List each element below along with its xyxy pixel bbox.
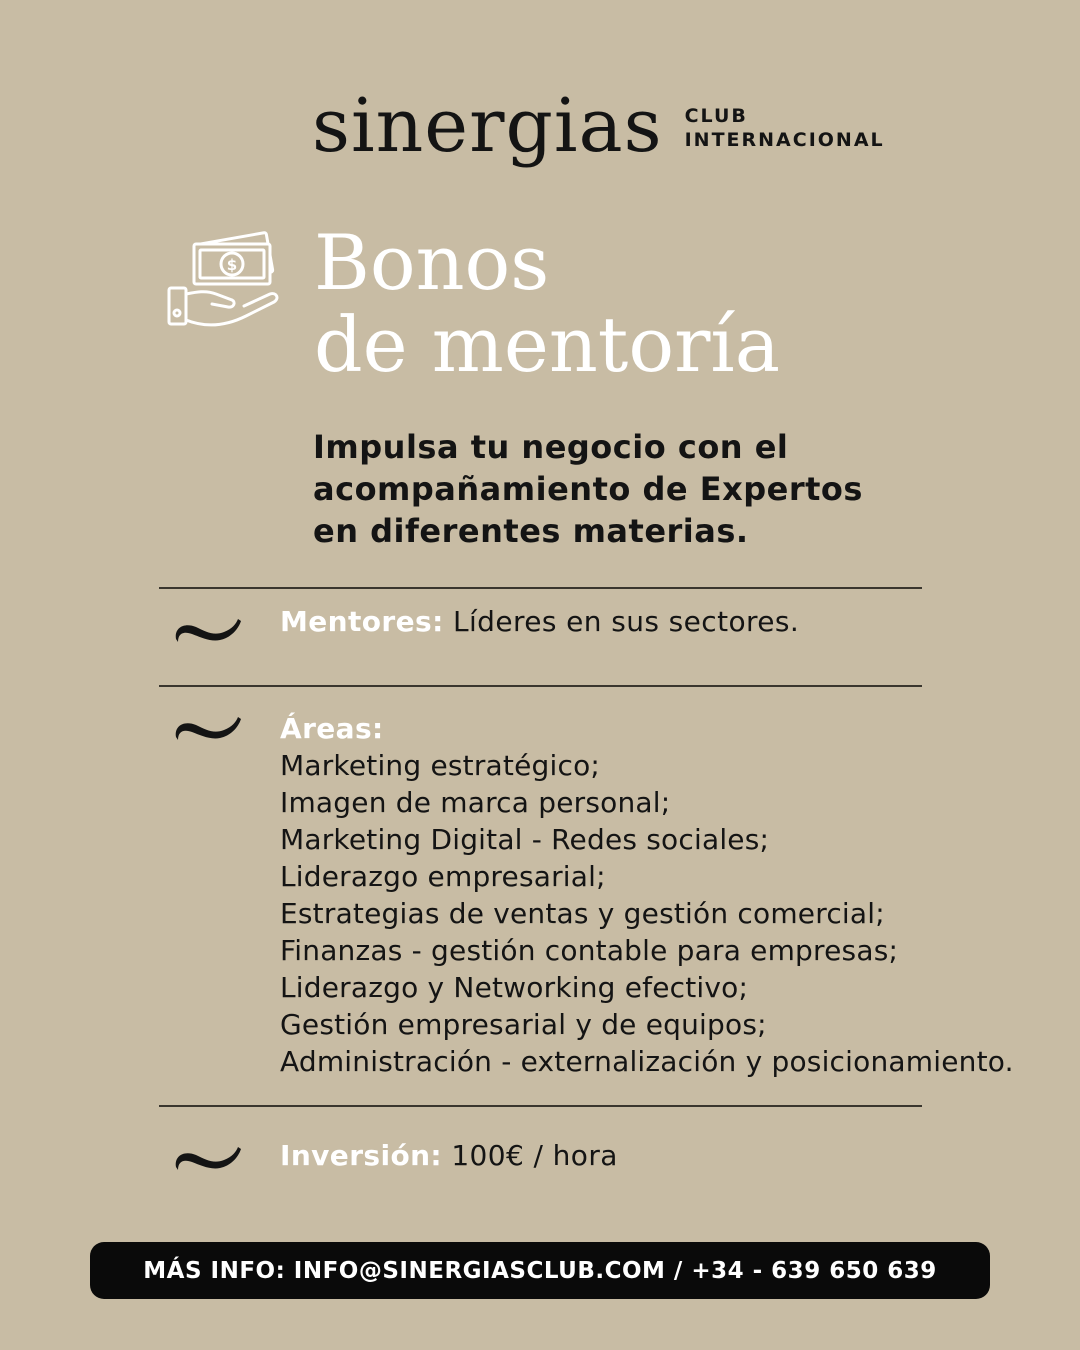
subtitle-line-1: Impulsa tu negocio con el <box>313 428 789 466</box>
list-item: Finanzas - gestión contable para empresas; <box>280 934 899 967</box>
contact-info-text[interactable]: MÁS INFO: INFO@SINERGIASCLUB.COM / +34 - 639 650 639 <box>143 1257 937 1284</box>
divider-1 <box>159 587 922 589</box>
list-item: Marketing estratégico; <box>280 749 601 782</box>
contact-info-bar <box>90 1242 990 1299</box>
subtitle <box>313 426 953 552</box>
divider-3 <box>159 1105 922 1107</box>
tilde-swash-icon <box>170 608 244 646</box>
tilde-swash-icon <box>170 1136 244 1174</box>
subtitle-line-2: acompañamiento de Expertos <box>313 470 863 508</box>
page-title <box>314 218 781 389</box>
mentores-text: Líderes en sus sectores. <box>443 605 800 638</box>
list-item: Marketing Digital - Redes sociales; <box>280 823 770 856</box>
inversion-row <box>280 1137 618 1174</box>
list-item: Liderazgo y Networking efectivo; <box>280 971 749 1004</box>
logo-subtitle <box>685 104 885 152</box>
list-item: Administración - externalización y posicionamiento. <box>280 1045 1014 1078</box>
title-line-1: Bonos <box>314 218 550 307</box>
mentores-label: Mentores: <box>280 605 444 638</box>
logo-sub-line-1: CLUB <box>684 105 748 127</box>
brand-logo <box>312 78 885 174</box>
divider-2 <box>159 685 922 687</box>
areas-label: Áreas: <box>280 712 384 745</box>
list-item: Estrategias de ventas y gestión comercial; <box>280 897 885 930</box>
tilde-swash-icon <box>170 706 244 744</box>
hand-holding-money-icon <box>166 228 282 334</box>
list-item: Gestión empresarial y de equipos; <box>280 1008 767 1041</box>
logo-sub-line-2: INTERNACIONAL <box>684 129 885 151</box>
svg-text:$: $ <box>226 256 238 274</box>
list-item: Imagen de marca personal; <box>280 786 671 819</box>
logo-wordmark: sinergias <box>312 83 663 169</box>
subtitle-line-3: en diferentes materias. <box>313 512 749 550</box>
areas-list <box>280 747 1014 1080</box>
title-line-2: de mentoría <box>314 300 781 389</box>
inversion-text: 100€ / hora <box>442 1139 618 1172</box>
areas-row <box>280 710 1014 1080</box>
mentores-row <box>280 603 799 640</box>
list-item: Liderazgo empresarial; <box>280 860 606 893</box>
inversion-label: Inversión: <box>280 1139 443 1172</box>
